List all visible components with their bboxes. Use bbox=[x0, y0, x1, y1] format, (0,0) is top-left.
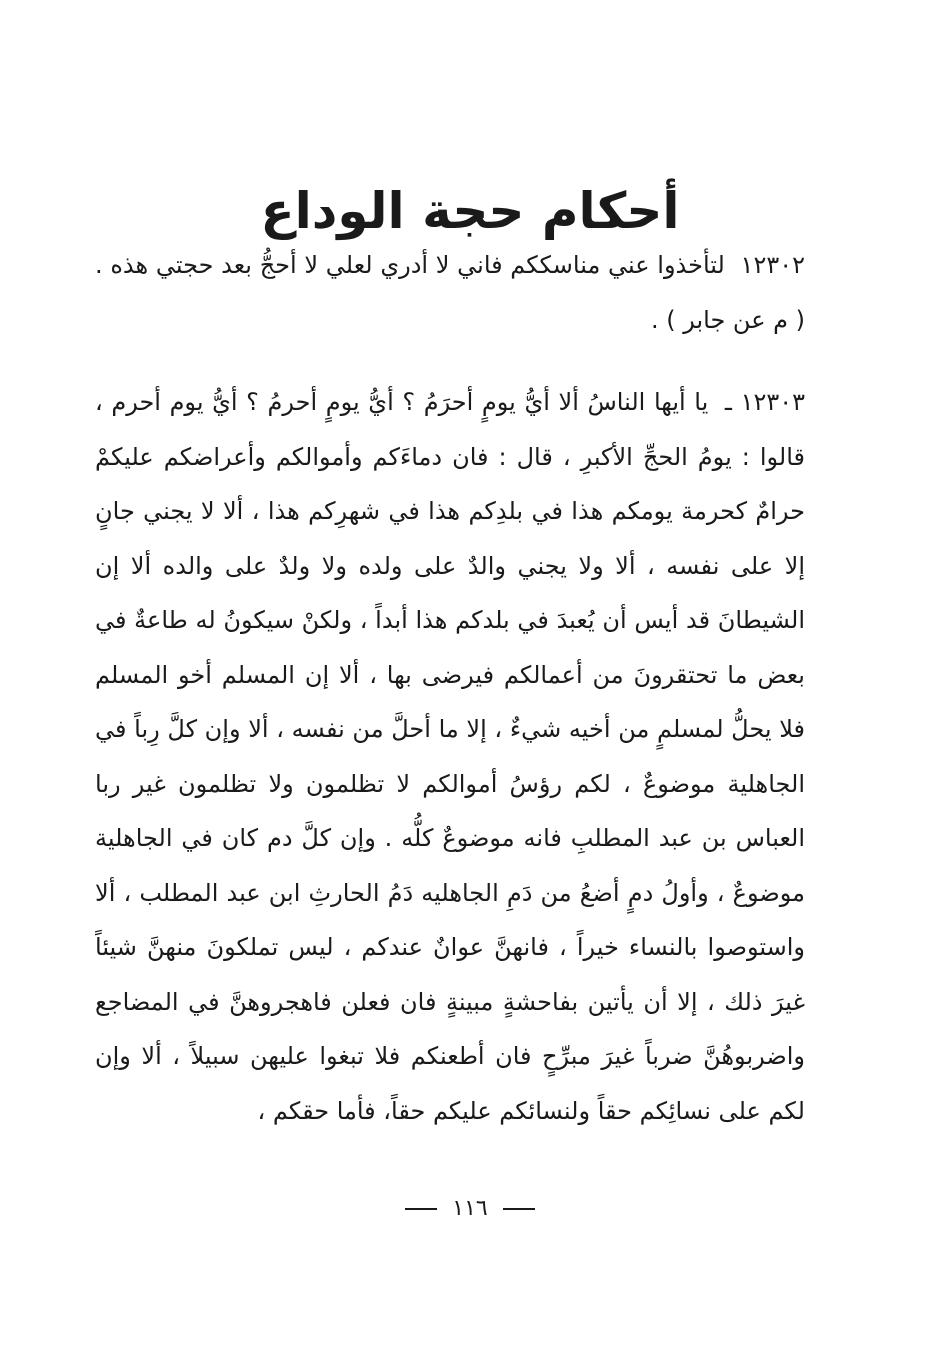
hadith-body: يا أيها الناسُ ألا أيُّ يومٍ أحرَمُ ؟ أيُّ يومٍ أحرمُ ؟ أيُّ يوم أحرم ، قالوا : يومُ الحجِّ الأكبرِ ، قال : فان دماءَكم وأموالكم وأعراضكم عليكمْ حرامٌ كحرمة يومكم هذا في بلدِكم هذا في شهرِكم هذا ، ألا لا يجني جانٍ إلا على نفسه ، ألا ولا يجني والدٌ على ولده ولا ولدٌ على والده ألا إن الشيطانَ قد أيس أن يُعبدَ في بلدكم هذا أبداً ، ولكنْ سيكونُ له طاعةٌ في بعض ما تحتقرونَ من أعمالكم فيرضى بها ، ألا إن المسلم أخو المسلم فلا يحلُّ لمسلمٍ من أخيه شيءٌ ، إلا ما أحلَّ من نفسه ، ألا وإن كلَّ رِباً في الجاهلية موضوعٌ ، لكم رؤسُ أموالكم لا تظلمون ولا تظلمون غير ربا العباس بن عبد المطلبِ فانه موضوعٌ كلُّه . وإن كلَّ دم كان في الجاهلية موضوعٌ ، وأولُ دمٍ أضعُ من دَمِ الجاهليه دَمُ الحارثِ ابن عبد المطلب ، ألا واستوصوا بالنساء خيراً ، فانهنَّ عوانٌ عندكم ، ليس تملكونَ منهنَّ شيئاً غيرَ ذلك ، إلا أن يأتين بفاحشةٍ مبينةٍ فان فعلن فاهجروهنَّ في المضاجع واضربوهُنَّ ضرباً غيرَ مبرِّحٍ فان أطعنكم فلا تبغوا عليهن سبيلاً ، ألا وإن لكم على نسائِكم حقاً ولنسائكم عليكم حقاً، فأما حقكم ، bbox=[95, 388, 805, 1125]
hadith-number: ١٢٣٠٢ bbox=[740, 251, 805, 279]
page-number-value: ١١٦ bbox=[452, 1196, 488, 1221]
folio-dash-left bbox=[503, 1208, 535, 1210]
hadith-12303 bbox=[95, 375, 805, 1138]
page-number bbox=[0, 1189, 940, 1229]
hadith-12302 bbox=[95, 238, 805, 347]
hadith-text-block bbox=[95, 238, 805, 1138]
hadith-body: لتأخذوا عني مناسككم فاني لا أدري لعلي لا أحجُّ بعد حجتي هذه . ( م عن جابر ) . bbox=[95, 251, 805, 334]
folio-dash-right bbox=[405, 1208, 437, 1210]
chapter-title: أحكام حجة الوداع bbox=[260, 181, 680, 240]
hadith-number: ١٢٣٠٣ ـ bbox=[724, 388, 806, 416]
